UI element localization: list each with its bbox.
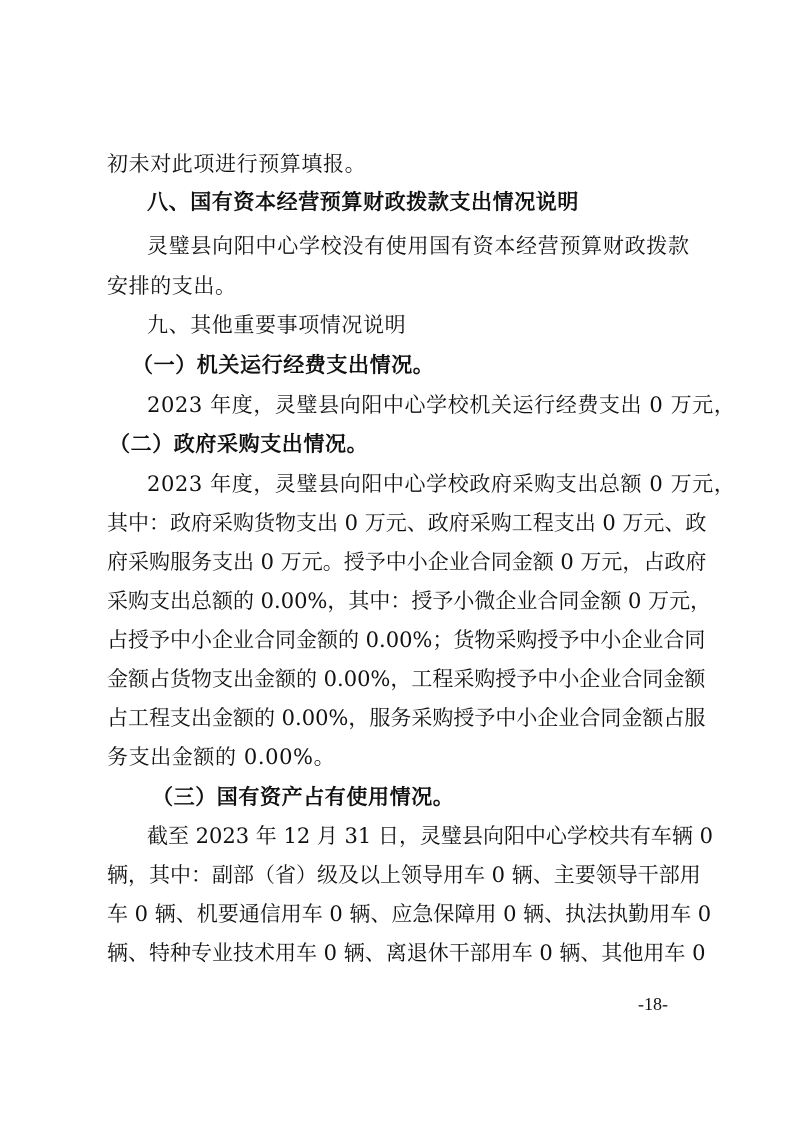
paragraph-line: 安排的支出。 bbox=[107, 274, 237, 298]
paragraph-line: 其中：政府采购货物支出 0 万元、政府采购工程支出 0 万元、政 bbox=[107, 511, 707, 535]
section-heading-9: 九、其他重要事项情况说明 bbox=[147, 313, 407, 337]
paragraph-line: 采购支出总额的 0.00%，其中：授予小微企业合同金额 0 万元， bbox=[107, 589, 712, 613]
subsection-heading-1: （一）机关运行经费支出情况。 bbox=[132, 353, 435, 377]
paragraph-line: 灵璧县向阳中心学校没有使用国有资本经营预算财政拨款 bbox=[147, 234, 689, 258]
paragraph-line: 府采购服务支出 0 万元。授予中小企业合同金额 0 万元，占政府 bbox=[107, 550, 707, 574]
paragraph-line: 金额占货物支出金额的 0.00%，工程采购授予中小企业合同金额 bbox=[107, 667, 706, 691]
section-heading-8: 八、国有资本经营预算财政拨款支出情况说明 bbox=[147, 190, 579, 214]
subsection-heading-3: （三）国有资产占有使用情况。 bbox=[152, 785, 455, 809]
paragraph-line: 初未对此项进行预算填报。 bbox=[107, 152, 367, 176]
subsection-heading-2: （二）政府采购支出情况。 bbox=[109, 432, 369, 456]
paragraph-line: 辆，其中：副部（省）级及以上领导用车 0 辆、主要领导干部用 bbox=[107, 863, 701, 887]
paragraph-line: 务支出金额的 0.00%。 bbox=[107, 745, 336, 769]
paragraph-line: 车 0 辆、机要通信用车 0 辆、应急保障用 0 辆、执法执勤用车 0 bbox=[107, 902, 712, 926]
page-number: -18- bbox=[638, 994, 668, 1014]
paragraph-line: 2023 年度，灵璧县向阳中心学校政府采购支出总额 0 万元， bbox=[147, 472, 736, 496]
paragraph-line: 占授予中小企业合同金额的 0.00%；货物采购授予中小企业合同 bbox=[107, 628, 706, 652]
paragraph-line: 辆、特种专业技术用车 0 辆、离退休干部用车 0 辆、其他用车 0 bbox=[107, 941, 706, 965]
paragraph-line: 占工程支出金额的 0.00%，服务采购授予中小企业合同金额占服 bbox=[107, 706, 706, 730]
paragraph-line: 2023 年度，灵璧县向阳中心学校机关运行经费支出 0 万元， bbox=[147, 393, 736, 417]
paragraph-line: 截至 2023 年 12 月 31 日，灵璧县向阳中心学校共有车辆 0 bbox=[147, 824, 713, 848]
